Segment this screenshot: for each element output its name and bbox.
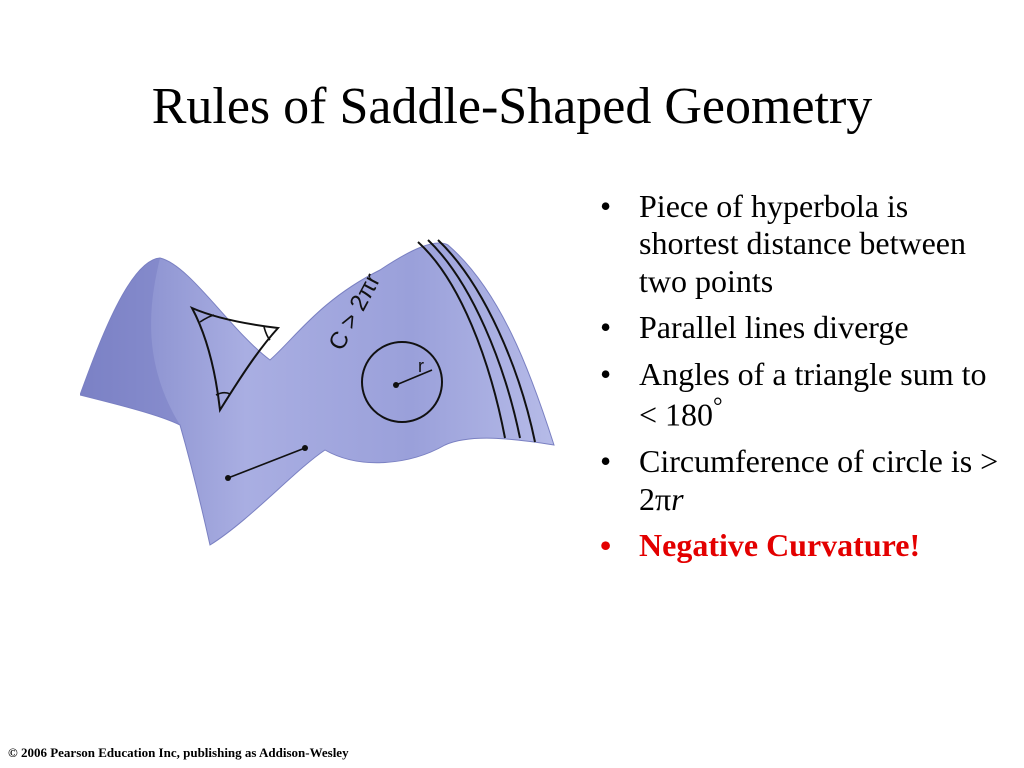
bullet-text: Parallel lines diverge [639,309,909,346]
bullet-item [596,309,1006,346]
bullet-dot: • [600,188,612,224]
bullet-item [596,188,1006,300]
bullet-dot: • [600,443,612,480]
bullet-text: Negative Curvature! [639,527,921,564]
bullet-dot: • [600,355,612,392]
bullet-item [596,356,1006,435]
radius-label: r [418,356,424,376]
geodesic-point-2 [302,445,308,451]
bullet-text: Angles of a triangle sum to [639,355,987,392]
saddle-figure [80,220,560,550]
less-than-symbol: < [639,396,658,433]
slide-title: Rules of Saddle-Shaped Geometry [151,78,873,135]
angle-value: 180 [657,396,714,433]
circumference-label: C > 2πr [323,269,387,355]
bullet-item-highlight [596,527,1006,564]
degree-symbol: ° [713,394,723,421]
bullet-text: Circumference of circle is > 2π [639,443,999,517]
bullet-item [596,443,1006,518]
radius-variable: r [671,480,684,517]
bullet-text: Piece of hyperbola is shortest distance between two points [639,188,966,299]
saddle-surface-illustration [80,220,560,550]
geodesic-point-1 [225,475,231,481]
bullet-list [596,188,1006,574]
bullet-dot: • [600,527,612,564]
copyright-footer: © 2006 Pearson Education Inc, publishing as Addison-Wesley [8,745,349,760]
bullet-dot: • [600,309,612,346]
angle-mark-2 [264,327,270,340]
